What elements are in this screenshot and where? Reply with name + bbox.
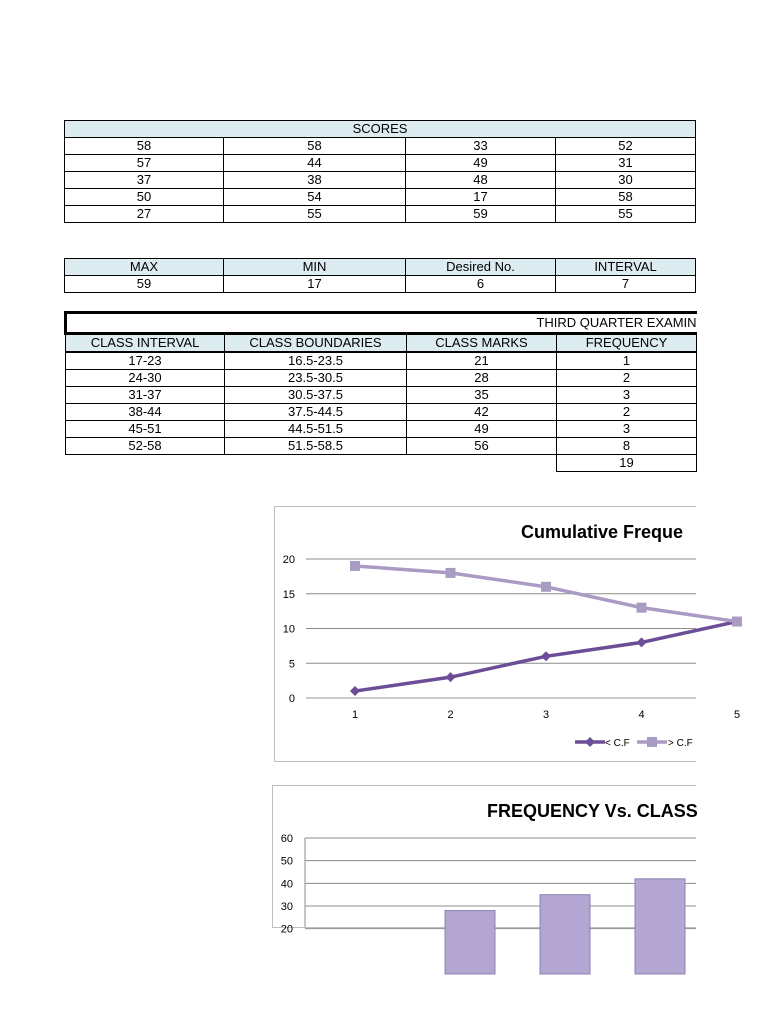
legend-label: < C.F (605, 738, 630, 749)
y-tick-label: 50 (280, 855, 293, 868)
legend-label: > C.F (668, 738, 693, 749)
y-tick-label: 40 (280, 878, 293, 891)
class-interval-cell: 38-44 (66, 404, 225, 421)
score-cell: 50 (65, 189, 224, 206)
frequency-total: 19 (557, 455, 697, 472)
data-point-marker (446, 672, 456, 682)
class-marks-cell: 42 (407, 404, 557, 421)
class-interval-cell: 24-30 (66, 370, 225, 387)
class-marks-cell: 49 (407, 421, 557, 438)
stats-header-desired: Desired No. (406, 259, 556, 276)
table-row (66, 387, 697, 404)
score-cell: 33 (406, 138, 556, 155)
class-boundaries-cell: 23.5-30.5 (225, 370, 407, 387)
class-boundaries-cell: 51.5-58.5 (225, 438, 407, 455)
score-cell: 59 (406, 206, 556, 223)
x-tick-label: 3 (542, 709, 550, 721)
x-tick-label: 1 (351, 709, 359, 721)
empty-cell (407, 455, 557, 472)
class-interval-cell: 45-51 (66, 421, 225, 438)
table-row (66, 352, 697, 370)
score-cell: 49 (406, 155, 556, 172)
y-tick-label: 15 (282, 588, 295, 601)
frequency-cell: 3 (557, 421, 697, 438)
header-class-marks: CLASS MARKS (407, 334, 557, 353)
empty-cell (225, 455, 407, 472)
score-cell: 31 (556, 155, 696, 172)
table-row (65, 206, 696, 223)
stats-value-min: 17 (224, 276, 406, 293)
score-cell: 58 (556, 189, 696, 206)
class-boundaries-cell: 16.5-23.5 (225, 352, 407, 370)
table-row (66, 370, 697, 387)
chart-title: FREQUENCY Vs. CLASS (487, 801, 698, 821)
stats-header-min: MIN (224, 259, 406, 276)
table-row (66, 404, 697, 421)
y-tick-label: 60 (280, 833, 293, 845)
header-class-boundaries: CLASS BOUNDARIES (225, 334, 407, 353)
score-cell: 30 (556, 172, 696, 189)
chart-title: Cumulative Freque (521, 522, 684, 542)
score-cell: 57 (65, 155, 224, 172)
stats-value-max: 59 (65, 276, 224, 293)
y-tick-label: 30 (280, 901, 293, 913)
score-cell: 44 (224, 155, 406, 172)
class-boundaries-cell: 44.5-51.5 (225, 421, 407, 438)
stats-header-max: MAX (65, 259, 224, 276)
score-cell: 58 (224, 138, 406, 155)
table-row (66, 438, 697, 455)
score-cell: 27 (65, 206, 224, 223)
frequency-cell: 2 (557, 370, 697, 387)
y-tick-label: 20 (280, 923, 293, 936)
table-row (65, 189, 696, 206)
scores-table (64, 120, 696, 223)
score-cell: 48 (406, 172, 556, 189)
score-cell: 55 (556, 206, 696, 223)
x-tick-label: 5 (733, 709, 741, 721)
y-tick-label: 10 (282, 623, 295, 636)
y-tick-label: 5 (288, 658, 295, 671)
table-row (66, 421, 697, 438)
class-boundaries-cell: 37.5-44.5 (225, 404, 407, 421)
frequency-table (64, 311, 697, 472)
header-frequency: FREQUENCY (557, 334, 697, 353)
table-row (65, 172, 696, 189)
class-interval-cell: 17-23 (66, 352, 225, 370)
frequency-cell: 3 (557, 387, 697, 404)
frequency-cell: 2 (557, 404, 697, 421)
frequency-table-wrapper (64, 311, 695, 476)
data-point-marker (350, 561, 360, 571)
frequency-vs-class-chart (272, 785, 698, 936)
class-interval-cell: 52-58 (66, 438, 225, 455)
score-cell: 58 (65, 138, 224, 155)
header-class-interval: CLASS INTERVAL (66, 334, 225, 353)
scores-header: SCORES (65, 121, 696, 138)
score-cell: 54 (224, 189, 406, 206)
y-tick-label: 0 (288, 693, 295, 705)
class-marks-cell: 35 (407, 387, 557, 404)
class-boundaries-cell: 30.5-37.5 (225, 387, 407, 404)
frequency-cell: 1 (557, 352, 697, 370)
data-point-marker (637, 603, 647, 613)
table-row (65, 138, 696, 155)
frequency-table-title (66, 313, 697, 334)
frequency-vs-class-svg (273, 786, 698, 936)
data-point-marker (637, 637, 647, 647)
data-point-marker (732, 617, 742, 627)
stats-header-interval: INTERVAL (556, 259, 696, 276)
table-row (65, 155, 696, 172)
data-point-marker (446, 568, 456, 578)
empty-cell (66, 455, 225, 472)
legend-marker (647, 737, 657, 747)
stats-table (64, 258, 696, 293)
frequency-cell: 8 (557, 438, 697, 455)
score-cell: 55 (224, 206, 406, 223)
class-marks-cell: 21 (407, 352, 557, 370)
bar (540, 895, 590, 974)
class-marks-cell: 28 (407, 370, 557, 387)
frequency-title-text: THIRD QUARTER EXAMIN (536, 315, 697, 330)
class-interval-cell: 31-37 (66, 387, 225, 404)
score-cell: 52 (556, 138, 696, 155)
stats-value-interval: 7 (556, 276, 696, 293)
legend-marker (585, 737, 595, 747)
data-point-marker (350, 686, 360, 696)
score-cell: 38 (224, 172, 406, 189)
cumulative-frequency-svg (275, 507, 741, 761)
y-tick-label: 20 (282, 554, 295, 566)
bar (445, 911, 495, 974)
class-marks-cell: 56 (407, 438, 557, 455)
x-tick-label: 4 (638, 709, 645, 721)
score-cell: 17 (406, 189, 556, 206)
data-point-marker (541, 582, 551, 592)
data-point-marker (541, 651, 551, 661)
x-tick-label: 2 (447, 709, 454, 721)
bar (635, 879, 685, 974)
score-cell: 37 (65, 172, 224, 189)
stats-value-desired: 6 (406, 276, 556, 293)
cumulative-frequency-chart (274, 506, 741, 762)
